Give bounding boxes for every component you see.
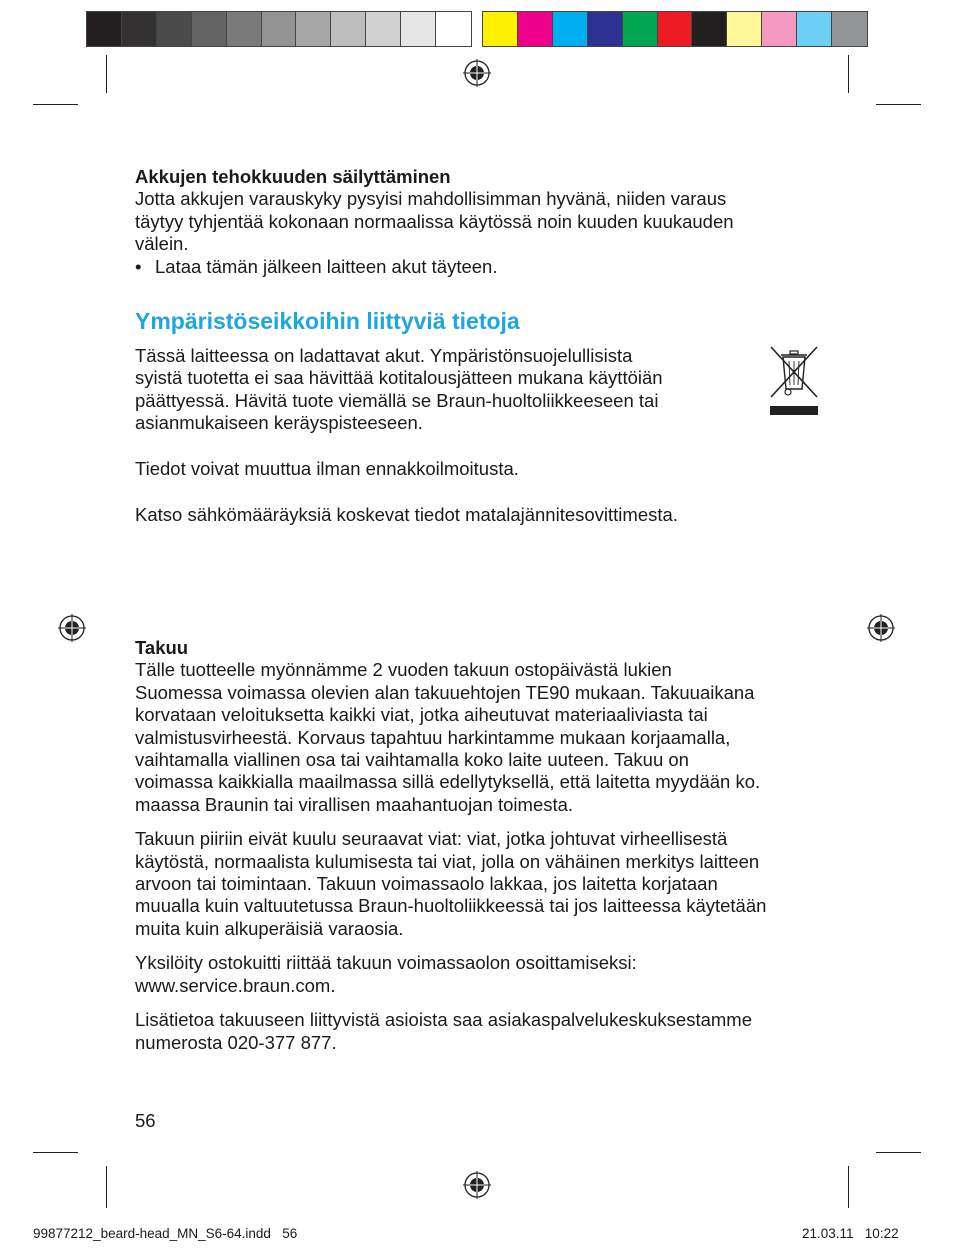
color-swatch (762, 12, 797, 46)
crop-mark (876, 1152, 921, 1153)
notice-electrical: Katso sähkömääräyksiä koskevat tiedot matalajännitesovittimesta. (135, 504, 678, 525)
color-swatch (623, 12, 658, 46)
text-line: käytöstä, normaalista kulumisesta tai viat, jolla on vähäinen merkitys laitteen (135, 850, 760, 872)
text-line: Lisätietoa takuuseen liittyvistä asioista saa asiakaspalvelukeskuksestamme (135, 1009, 752, 1031)
crop-mark (33, 104, 78, 105)
crossed-out-wheelie-bin-icon (768, 345, 820, 417)
text-line: syistä tuotetta ei saa hävittää kotitalousjätteen mukana käyttöiän (135, 367, 663, 389)
color-swatch (262, 12, 297, 46)
text-line: Jotta akkujen varauskyky pysyisi mahdollisimman hyvänä, niiden varaus (135, 188, 727, 210)
color-swatch (331, 12, 366, 46)
text-line: voimassa kaikkialla maailmassa sillä edellytyksellä, että laitetta myydään ko. (135, 771, 761, 793)
text-line: numerosta 020-377 877. (135, 1031, 337, 1053)
text-line: välein. (135, 233, 189, 255)
text-line: Suomessa voimassa olevien alan takuuehtojen TE90 mukaan. Takuuaikana (135, 681, 755, 703)
text-line: Takuun piiriin eivät kuulu seuraavat viat: viat, jotka johtuvat virheellisestä (135, 828, 728, 850)
notice-change: Tiedot voivat muuttua ilman ennakkoilmoitusta. (135, 458, 519, 479)
color-swatch (797, 12, 832, 46)
warranty-section (135, 637, 835, 1054)
text-line: www.service.braun.com. (135, 974, 336, 996)
environment-paragraph (135, 345, 745, 435)
color-swatch (553, 12, 588, 46)
crop-mark (876, 104, 921, 105)
color-swatch (727, 12, 762, 46)
warranty-paragraph-1 (135, 659, 835, 816)
crop-mark (848, 1166, 849, 1208)
registration-mark-icon (462, 1170, 492, 1200)
text-line: asianmukaiseen keräyspisteeseen. (135, 412, 423, 434)
text-line: Yksilöity ostokuitti riittää takuun voimassaolon osoittamiseksi: (135, 952, 637, 974)
text-line: päättyessä. Hävitä tuote viemällä se Braun-huoltoliikkeeseen tai (135, 389, 659, 411)
color-swatch (518, 12, 553, 46)
color-swatch (122, 12, 157, 46)
registration-mark-icon (866, 613, 896, 643)
text-line: vaihtamalla viallinen osa tai vaihtamalla koko laite uuteen. Takuu on (135, 749, 689, 771)
bullet-text: Lataa tämän jälkeen laitteen akut täyteen. (155, 255, 498, 277)
color-swatch (192, 12, 227, 46)
text-line: Tässä laitteessa on ladattavat akut. Ympäristönsuojelullisista (135, 345, 633, 366)
crop-mark (33, 1152, 78, 1153)
color-swatch (483, 12, 518, 46)
warranty-paragraph-4 (135, 1009, 835, 1054)
footer-datetime: 21.03.11 10:22 (802, 1226, 899, 1241)
crop-mark (848, 55, 849, 93)
warranty-paragraph-3 (135, 952, 835, 997)
text-line: muualla kuin valtuutetussa Braun-huoltoliikkeessä tai jos laitteessa käytetään (135, 895, 767, 917)
color-swatch (401, 12, 436, 46)
color-swatch (227, 12, 262, 46)
warranty-heading: Takuu (135, 637, 189, 658)
registration-mark-icon (57, 613, 87, 643)
crop-mark (106, 1166, 107, 1208)
text-line: täytyy tyhjentää kokonaan normaalissa käytössä noin kuuden kuukauden (135, 210, 734, 232)
color-swatch (366, 12, 401, 46)
crop-mark (106, 55, 107, 93)
color-swatch (692, 12, 727, 46)
registration-mark-icon (462, 58, 492, 88)
color-swatch (436, 12, 471, 46)
bullet-icon: • (135, 255, 142, 277)
battery-heading: Akkujen tehokkuuden säilyttäminen (135, 166, 451, 187)
process-color-bar (482, 11, 868, 47)
bullet-item (135, 256, 835, 278)
page-number: 56 (135, 1110, 156, 1131)
color-swatch (832, 12, 867, 46)
text-line: valmistusvirheestä. Korvaus tapahtuu harkintamme mukaan korjaamalla, (135, 726, 731, 748)
environment-title: Ympäristöseikkoihin liittyviä tietoja (135, 308, 520, 334)
color-swatch (658, 12, 693, 46)
text-line: muita kuin alkuperäisiä varaosia. (135, 917, 404, 939)
text-line: maassa Braunin tai virallisen maahantuojan toimesta. (135, 793, 574, 815)
warranty-paragraph-2 (135, 828, 835, 940)
color-swatch (588, 12, 623, 46)
grayscale-color-bar (86, 11, 472, 47)
footer-file-info: 99877212_beard-head_MN_S6-64.indd 56 (33, 1226, 298, 1241)
text-line: korvataan veloituksetta kaikki viat, jotka aiheutuvat materiaaliviasta tai (135, 704, 708, 726)
color-swatch (296, 12, 331, 46)
color-swatch (87, 12, 122, 46)
text-line: arvoon tai toimintaan. Takuun voimassaolo lakkaa, jos laitetta korjataan (135, 873, 718, 895)
color-swatch (157, 12, 192, 46)
text-line: Tälle tuotteelle myönnämme 2 vuoden takuun ostopäivästä lukien (135, 659, 672, 681)
battery-section (135, 166, 835, 278)
